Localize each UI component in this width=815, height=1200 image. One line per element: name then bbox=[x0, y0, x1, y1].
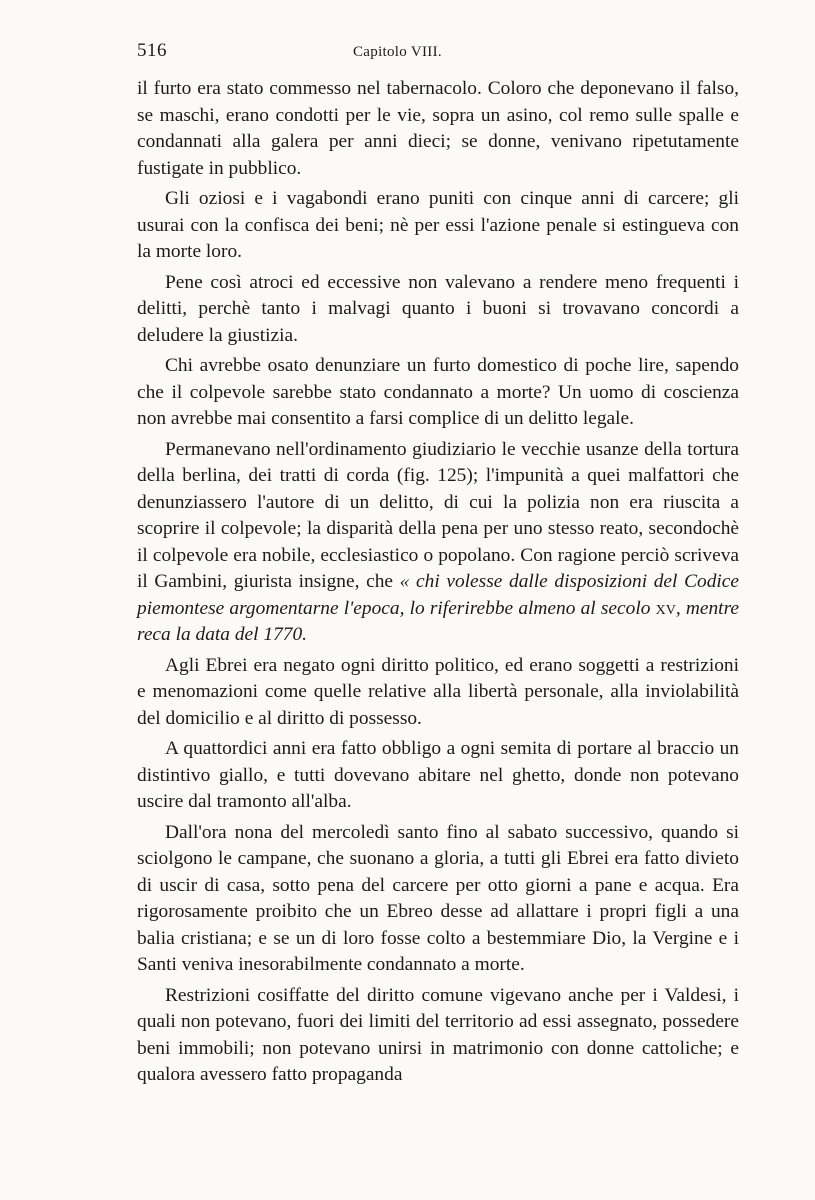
running-head bbox=[137, 40, 739, 66]
paragraph-ordinamento-text: Permanevano nell'ordinamento giudiziario le vecchie usanze della tortura della berlina, dei tratti di corda (fig. 125); l'impunità a quei malfattori che denunziassero l'autore di un delitto, di cui la polizia non era riuscita a scoprire il colpevole; la disparità della pena per uno stesso reato, secondochè il colpevole era nobile, ecclesiastico o popolano. Con ragione perciò scriveva il Gambini, giurista insigne, che bbox=[137, 438, 739, 592]
paragraph-ebrei: Agli Ebrei era negato ogni diritto politico, ed erano soggetti a restrizioni e menomazioni come quelle relative alla libertà personale, alla inviolabilità del domicilio e al diritto di possesso. bbox=[137, 654, 739, 729]
page-number: 516 bbox=[137, 40, 167, 61]
body-text bbox=[137, 76, 739, 1089]
paragraph-valdesi: Restrizioni cosiffatte del diritto comune vigevano anche per i Valdesi, i quali non potevano, fuori dei limiti del territorio ad essi assegnato, possedere beni immobili; non potevano unirsi in matrimonio con donne cattoliche; e qualora avessero fatto propaganda bbox=[137, 984, 739, 1085]
paragraph-oziosi: Gli oziosi e i vagabondi erano puniti con cinque anni di carcere; gli usurai con la confisca dei beni; nè per essi l'azione penale si estingueva con la morte loro. bbox=[137, 188, 739, 262]
chapter-title: Capitolo VIII. bbox=[353, 44, 442, 60]
paragraph-mercoledi: Dall'ora nona del mercoledì santo fino al sabato successivo, quando si sciolgono le campane, che suonano a gloria, a tutti gli Ebrei era fatto divieto di uscir di casa, sotto pena del carcere per otto giorni a pane e acqua. Era rigorosamente proibito che un Ebreo desse ad allattare i propri figli a una balia cristiana; e se un di loro fosse colto a bestemmiare Dio, la Vergine e i Santi veniva inesorabilmente condannato a morte. bbox=[137, 821, 739, 975]
paragraph-pene: Pene così atroci ed eccessive non valevano a rendere meno frequenti i delitti, perchè tanto i malvagi quanto i buoni si trovavano concordi a deludere la giustizia. bbox=[137, 271, 739, 346]
century-numeral: xv bbox=[655, 597, 676, 619]
paragraph-denunziare: Chi avrebbe osato denunziare un furto domestico di poche lire, sapendo che il colpevole sarebbe stato condannato a morte? Un uomo di coscienza non avrebbe mai consentito a farsi complice di un delitto legale. bbox=[137, 355, 739, 429]
gambini-quote-part-b: , mentre reca la data del 1770. bbox=[137, 597, 739, 645]
paragraph-quattordici: A quattordici anni era fatto obbligo a ogni semita di portare al braccio un distintivo giallo, e tutti dovevano abitare nel ghetto, donde non potevano uscire dal tramonto all'alba. bbox=[137, 738, 739, 812]
gambini-quote-part-a: « chi volesse dalle disposizioni del Codice piemontese argomentarne l'epoca, lo riferirebbe almeno al secolo bbox=[137, 571, 740, 619]
paragraph-furto: il furto era stato commesso nel tabernacolo. Coloro che deponevano il falso, se maschi, erano condotti per le vie, sopra un asino, col remo sulle spalle e condannati alla galera per anni dieci; se donne, venivano ripetutamente fustigate in pubblico. bbox=[137, 78, 739, 179]
paragraph-ordinamento bbox=[137, 437, 739, 649]
book-page bbox=[137, 40, 739, 1089]
